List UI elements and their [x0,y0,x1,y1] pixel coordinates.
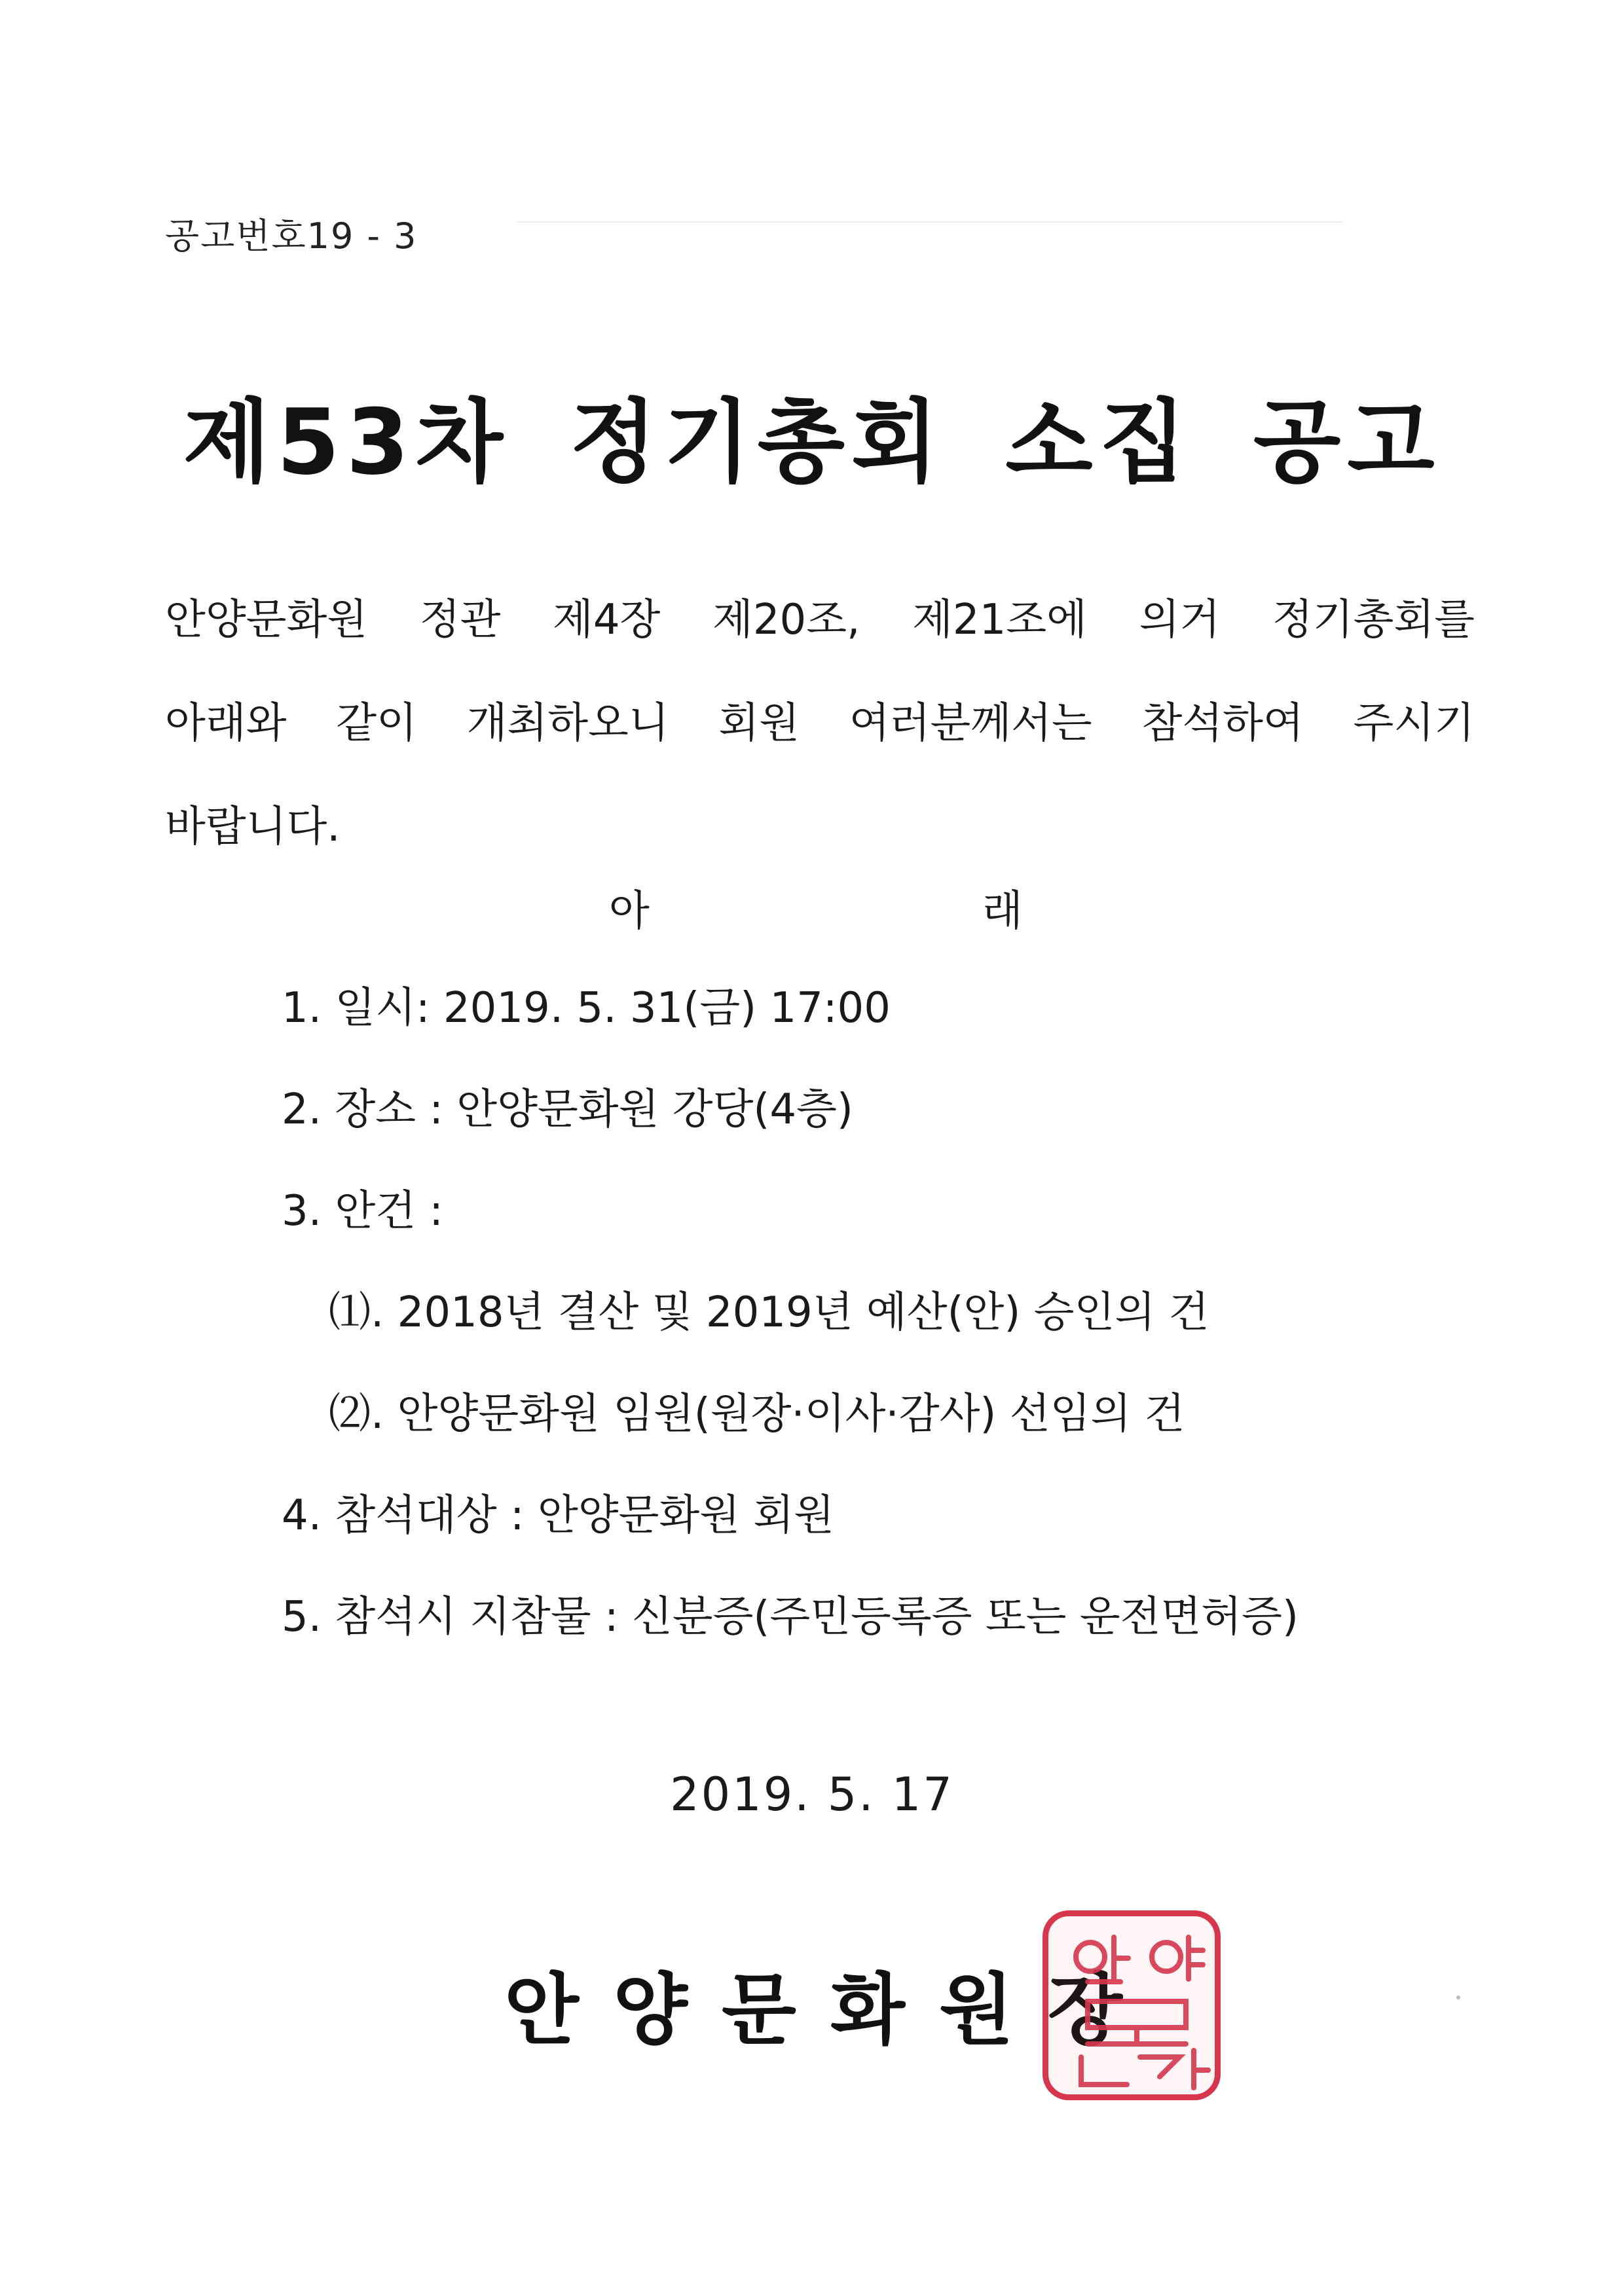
issuer-name: 안양문화원장 [504,1965,1156,2055]
below-heading-right: 래 [982,887,1023,936]
notice-number: 공고번호19 - 3 [165,215,418,257]
item-datetime: 1. 일시: 2019. 5. 31(금) 17:00 [282,984,891,1032]
below-heading-left: 아 [609,887,650,936]
item-location: 2. 장소 : 안양문화원 강당(4층) [282,1085,853,1134]
intro-line-3: 바랍니다. [165,803,341,851]
issue-date: 2019. 5. 17 [670,1768,954,1821]
agenda-sub-item-2: ⑵. 안양문화원 임원(원장·이사·감사) 선임의 건 [329,1390,1185,1438]
intro-paragraph [165,568,1475,879]
item-agenda: 3. 안건 : [282,1187,443,1235]
official-seal-stamp [1043,1910,1221,2100]
scan-speck [1456,1995,1460,1999]
item-attendees: 4. 참석대상 : 안양문화원 회원 [282,1491,835,1540]
document-title: 제53차 정기총회 소집 공고 [183,390,1441,495]
intro-line-2: 아래와 같이 개최하오니 회원 여러분께서는 참석하여 주시기 [165,699,1475,748]
item-required-documents: 5. 참석시 지참물 : 신분증(주민등록증 또는 운전면허증) [282,1593,1299,1641]
seal-glyph-icon [1048,1916,1227,2106]
agenda-sub-item-1: ⑴. 2018년 결산 및 2019년 예산(안) 승인의 건 [329,1288,1209,1337]
header-rule [517,221,1342,223]
intro-line-1: 안양문화원 정관 제4장 제20조, 제21조에 의거 정기총회를 [165,596,1475,644]
